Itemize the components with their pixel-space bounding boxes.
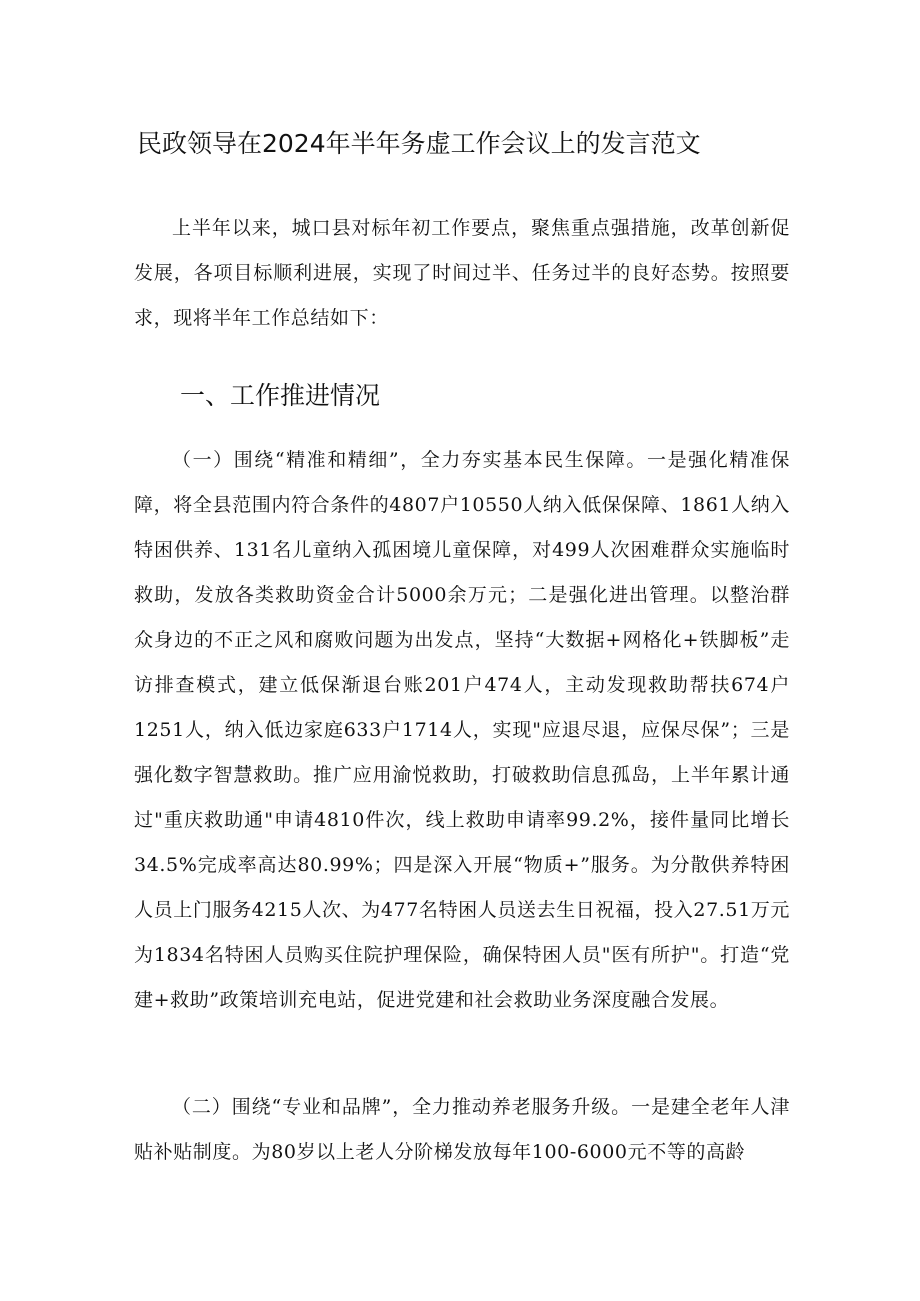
body-paragraph: （二）围绕“专业和品牌”，全力推动养老服务升级。一是建全老年人津贴补贴制度。为80岁以上老人分阶梯发放每年100-6000元不等的高龄 <box>134 1096 790 1163</box>
intro-paragraph: 上半年以来，城口县对标年初工作要点，聚焦重点强措施，改革创新促发展，各项目标顺利进展，实现了时间过半、任务过半的良好态势。按照要求，现将半年工作总结如下： <box>134 217 790 329</box>
document-title: 民政领导在2024年半年务虚工作会议上的发言范文 <box>137 129 701 158</box>
body-paragraph: （一）围绕“精准和精细”，全力夯实基本民生保障。一是强化精准保障，将全县范围内符合条件的4807户10550人纳入低保保障、1861人纳入特困供养、131名儿童纳入孤困境儿童保障，对499人次困难群众实施临时救助，发放各类救助资金合计5000余万元；二是强化进出管理。以整治群众身边的不正之风和腐败问题为出发点，坚持“大数据+网格化+铁脚板”走访排查模式，建立低保渐退台账201户474人，主动发现救助帮扶674户1251人，纳入低边家庭633户1714人，实现"应退尽退，应保尽保”；三是强化数字智慧救助。推广应用渝悦救助，打破救助信息孤岛，上半年累计通过"重庆救助通"申请4810件次，线上救助申请率99.2%，接件量同比增长34.5%完成率高达80.99%；四是深入开展“物质+”服务。为分散供养特困人员上门服务4215人次、为477名特困人员送去生日祝福，投入27.51万元为1834名特困人员购买住院护理保险，确保特困人员"医有所护"。打造“党建+救助”政策培训充电站，促进党建和社会救助业务深度融合发展。 <box>134 449 790 1011</box>
section-heading: 一、工作推进情况 <box>180 381 381 410</box>
